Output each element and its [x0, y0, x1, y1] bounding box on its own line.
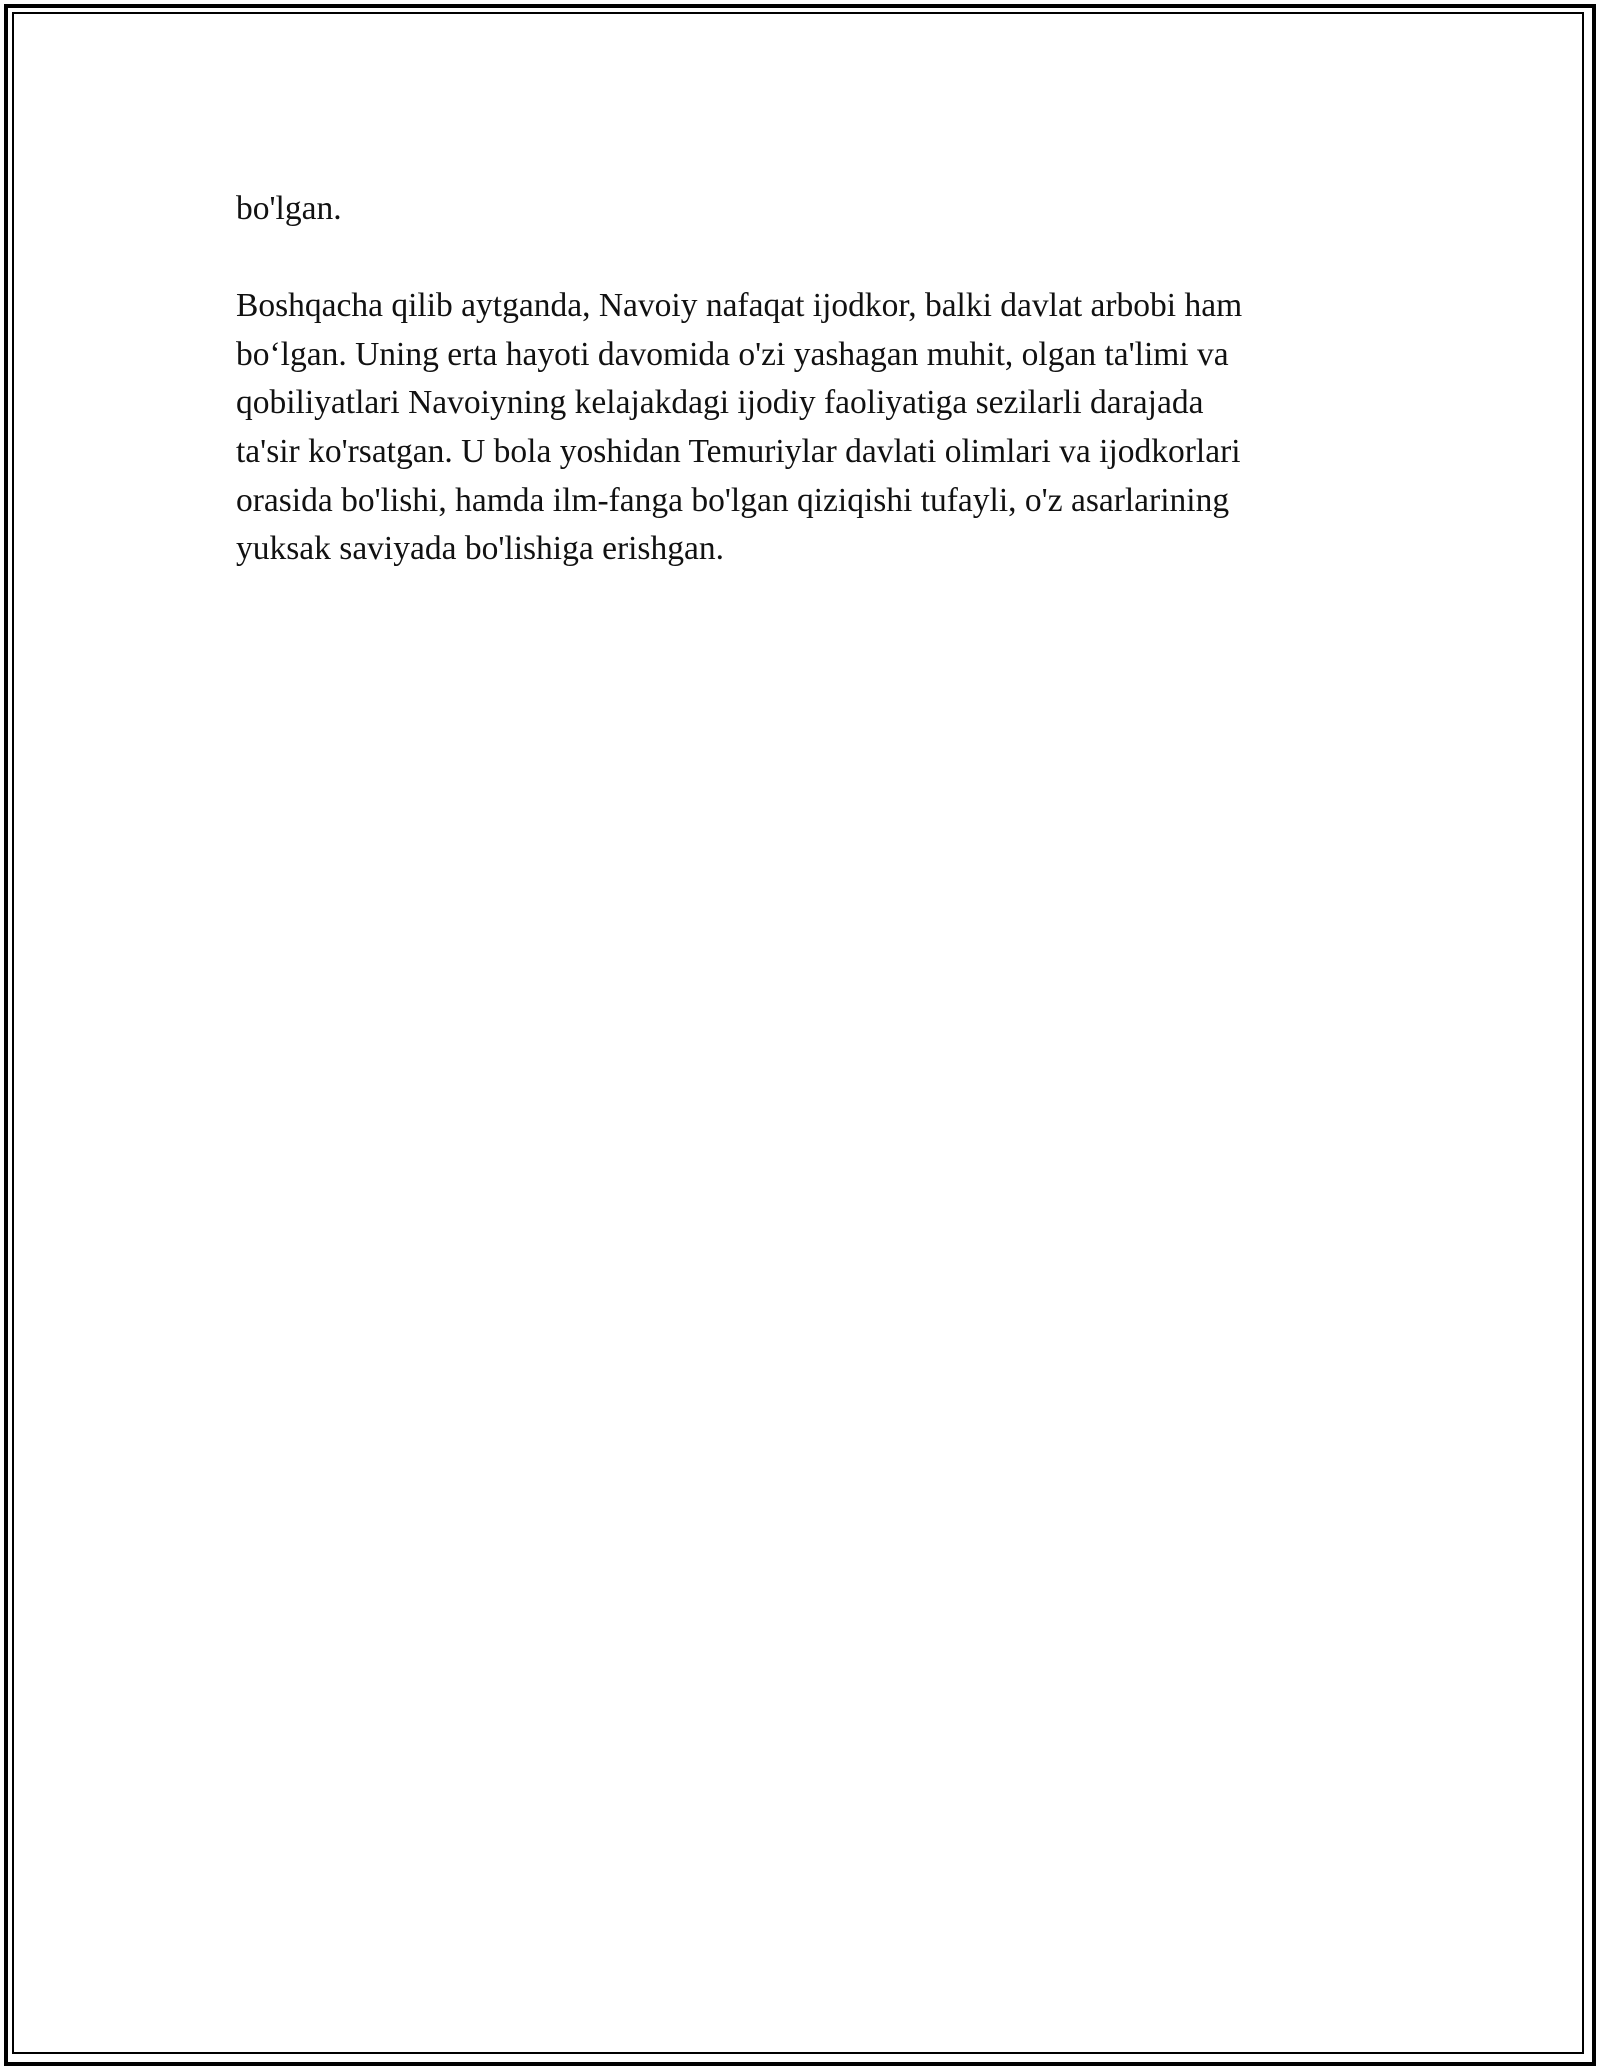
text-line: qobiliyatlari Navoiyning kelajakdagi ijodiy faoliyatiga sezilarli darajada — [236, 384, 1204, 422]
text-line: ta'sir ko'rsatgan. U bola yoshidan Temuriylar davlati olimlari va ijodkorlari — [236, 432, 1241, 470]
paragraph-spacing — [236, 234, 1376, 283]
text-line: bo'lgan. — [236, 190, 342, 227]
paragraph-continuation — [236, 185, 1376, 234]
document-body — [236, 185, 1376, 574]
text-line: bo‘lgan. Uning erta hayoti davomida o'zi yashagan muhit, olgan ta'limi va — [236, 335, 1229, 373]
text-line: yuksak saviyada bo'lishiga erishgan. — [236, 530, 724, 568]
text-line: orasida bo'lishi, hamda ilm-fanga bo'lgan qiziqishi tufayli, o'z asarlarining — [236, 481, 1230, 519]
paragraph-main — [236, 282, 1376, 574]
text-line: Boshqacha qilib aytganda, Navoiy nafaqat ijodkor, balki davlat arbobi ham — [236, 287, 1243, 325]
